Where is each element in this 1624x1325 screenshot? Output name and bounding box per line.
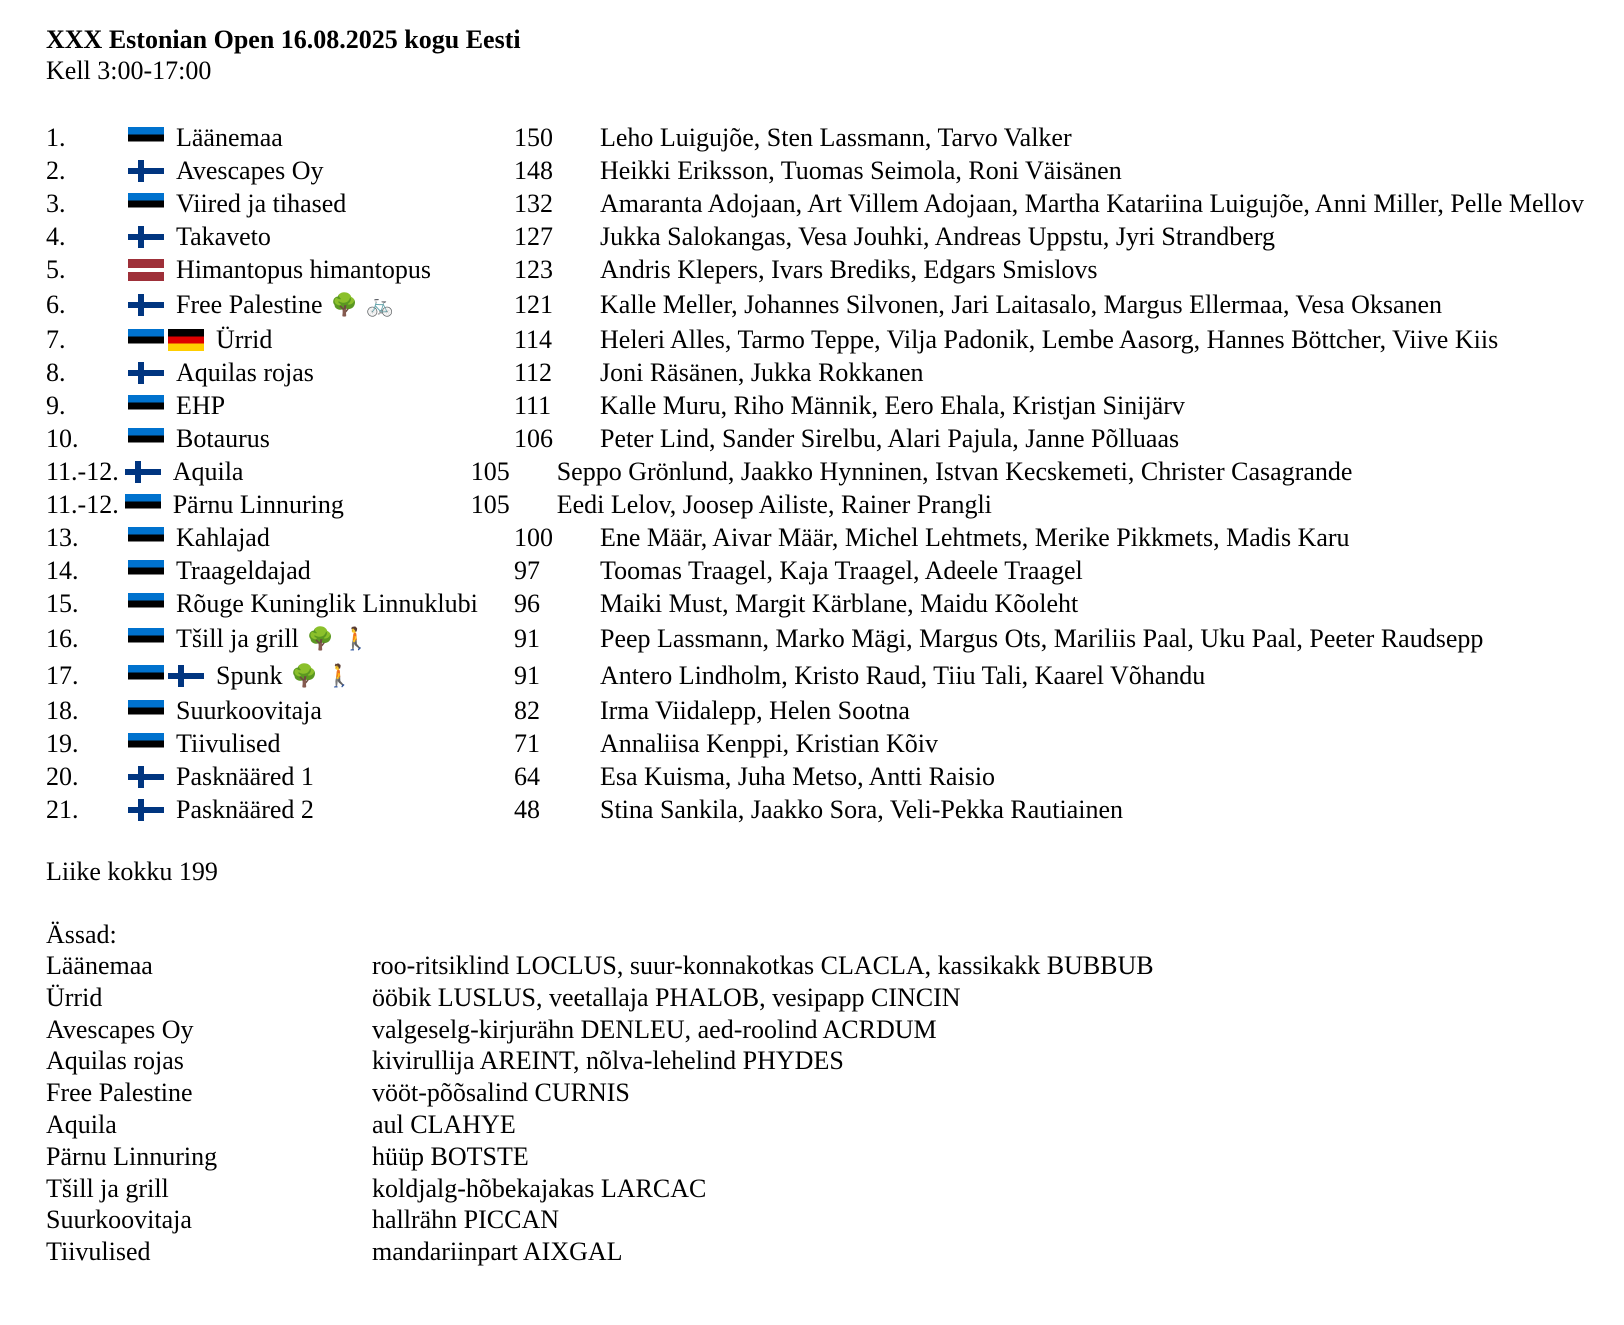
table-row: [46, 253, 1624, 286]
team-name: Traageldajad: [176, 556, 311, 585]
members-cell: Antero Lindholm, Kristo Raud, Tiiu Tali, Kaarel Võhandu: [600, 661, 1206, 690]
ace-row: [46, 1109, 1624, 1141]
score-cell: 114: [514, 325, 553, 354]
team-cell: [128, 391, 514, 420]
table-row: [46, 455, 1624, 488]
rank-label: 18.: [46, 696, 79, 725]
team-name: Avescapes Oy: [176, 156, 324, 185]
flag-group: [128, 193, 168, 215]
rank-cell: [46, 358, 128, 387]
tree-icon: 🌳: [330, 291, 358, 317]
ace-team: Avescapes Oy: [46, 1014, 194, 1044]
rank-label: 15.: [46, 589, 79, 618]
flag-ee-icon: [128, 193, 164, 215]
ace-birds: hüüp BOTSTE: [372, 1141, 529, 1171]
aces-table: [46, 950, 1624, 1268]
team-cell: [128, 222, 514, 251]
ace-team: Suurkoovitaja: [46, 1205, 192, 1235]
team-name: Tiivulised: [176, 729, 281, 758]
flag-group: [128, 395, 168, 417]
members-cell: Annaliisa Kenppi, Kristian Kõiv: [600, 729, 938, 758]
flag-fi-icon: [128, 160, 164, 182]
results-table: [46, 121, 1624, 826]
rank-cell: [46, 424, 128, 453]
team-name: Botaurus: [176, 424, 270, 453]
members-cell: Stina Sankila, Jaakko Sora, Veli-Pekka Rautiainen: [600, 795, 1124, 824]
rank-label: 11.-12.: [46, 457, 119, 486]
flag-group: [128, 362, 168, 384]
members-cell: Joni Räsänen, Jukka Rokkanen: [600, 358, 924, 387]
team-cell: [128, 325, 514, 354]
flag-group: [128, 700, 168, 722]
rank-cell: [46, 589, 128, 618]
flag-fi-icon: [128, 799, 164, 821]
team-name: Spunk: [216, 661, 283, 690]
team-cell: [128, 424, 514, 453]
table-row: [46, 488, 1624, 521]
team-cell: [128, 795, 514, 824]
rank-cell: [46, 290, 128, 319]
team-cell: [128, 556, 514, 585]
flag-group: [128, 766, 168, 788]
flag-fi-icon: [125, 461, 161, 483]
team-cell: [128, 589, 514, 618]
rank-cell: [46, 457, 119, 486]
rank-cell: [46, 795, 128, 824]
flag-group: [128, 628, 168, 650]
rank-label: 9.: [46, 391, 66, 420]
total-species: Liike kokku 199: [46, 857, 218, 886]
ace-row: [46, 1077, 1624, 1109]
rank-label: 21.: [46, 795, 79, 824]
flag-ee-icon: [125, 494, 161, 516]
flag-ee-icon: [128, 428, 164, 450]
rank-cell: [46, 255, 128, 284]
flag-ee-icon: [128, 127, 164, 149]
team-name: Tšill ja grill: [176, 624, 299, 653]
members-cell: Leho Luigujõe, Sten Lassmann, Tarvo Valker: [600, 123, 1072, 152]
flag-ee-icon: [128, 628, 164, 650]
ace-team: Aquilas rojas: [46, 1046, 184, 1076]
score-cell: 111: [514, 391, 552, 420]
members-cell: Irma Viidalepp, Helen Sootna: [600, 696, 910, 725]
table-row: [46, 389, 1624, 422]
table-row: [46, 422, 1624, 455]
flag-group: [128, 329, 208, 351]
team-cell: [128, 729, 514, 758]
flag-ee-icon: [128, 733, 164, 755]
ace-birds: valgeselg-kirjurähn DENLEU, aed-roolind ACRDUM: [372, 1014, 937, 1044]
rank-label: 8.: [46, 358, 66, 387]
rank-label: 7.: [46, 325, 66, 354]
team-name: Rõuge Kuninglik Linnuklubi: [176, 589, 478, 618]
score-cell: 71: [514, 729, 540, 758]
team-name: Aquilas rojas: [176, 358, 314, 387]
rank-cell: [46, 490, 119, 519]
table-row: [46, 554, 1624, 587]
bicycle-icon: 🚲: [365, 291, 394, 317]
ace-row: [46, 1014, 1624, 1046]
ace-birds: vööt-põõsalind CURNIS: [372, 1078, 630, 1108]
ace-birds: ööbik LUSLUS, veetallaja PHALOB, vesipapp CINCIN: [372, 982, 961, 1012]
score-cell: 112: [514, 358, 553, 387]
score-cell: 123: [514, 255, 553, 284]
rank-label: 4.: [46, 222, 66, 251]
rank-cell: [46, 696, 128, 725]
flag-fi-icon: [168, 665, 204, 687]
flag-group: [125, 461, 165, 483]
table-row: [46, 154, 1624, 187]
rank-cell: [46, 123, 128, 152]
score-cell: 106: [514, 424, 553, 453]
team-name: Takaveto: [176, 222, 271, 251]
ace-row: [46, 1204, 1624, 1236]
members-cell: Peter Lind, Sander Sirelbu, Alari Pajula, Janne Põlluaas: [600, 424, 1180, 453]
ace-row: [46, 982, 1624, 1014]
flag-group: [128, 733, 168, 755]
team-cell: [128, 156, 514, 185]
rank-cell: [46, 624, 128, 653]
walker-icon: 🚶: [325, 662, 354, 688]
team-cell: [128, 661, 514, 690]
rank-label: 3.: [46, 189, 66, 218]
team-cell: [125, 457, 471, 486]
table-row: [46, 793, 1624, 826]
tree-icon: 🌳: [306, 625, 335, 651]
flag-fi-icon: [128, 766, 164, 788]
ace-team: Tšill ja grill: [46, 1173, 169, 1203]
rank-cell: [46, 762, 128, 791]
flag-group: [128, 294, 168, 316]
members-cell: Seppo Grönlund, Jaakko Hynninen, Istvan Kecskemeti, Christer Casagrande: [556, 457, 1353, 486]
team-cell: [128, 624, 514, 653]
score-cell: 105: [470, 490, 510, 519]
team-name: Pärnu Linnuring: [172, 490, 344, 519]
table-row: [46, 657, 1624, 694]
rank-label: 1.: [46, 123, 66, 152]
ace-team: Ürrid: [46, 982, 103, 1012]
rank-label: 20.: [46, 762, 79, 791]
aces-heading: Ässad:: [46, 920, 117, 949]
table-row: [46, 187, 1624, 220]
ace-birds: koldjalg-hõbekajakas LARCAC: [372, 1173, 707, 1203]
rank-label: 17.: [46, 661, 79, 690]
score-cell: 48: [514, 795, 540, 824]
score-cell: 150: [514, 123, 553, 152]
table-row: [46, 323, 1624, 356]
flag-fi-icon: [128, 362, 164, 384]
team-cell: [128, 255, 514, 284]
score-cell: 96: [514, 589, 540, 618]
members-cell: Amaranta Adojaan, Art Villem Adojaan, Martha Katariina Luigujõe, Anni Miller, Pelle Mellov: [600, 189, 1584, 218]
table-row: [46, 521, 1624, 554]
score-cell: 105: [470, 457, 510, 486]
flag-group: [128, 226, 168, 248]
team-cell: [128, 290, 514, 319]
team-name: Pasknääred 1: [176, 762, 314, 791]
table-row: [46, 587, 1624, 620]
members-cell: Kalle Muru, Riho Männik, Eero Ehala, Kristjan Sinijärv: [600, 391, 1185, 420]
table-row: [46, 727, 1624, 760]
rank-label: 19.: [46, 729, 79, 758]
rank-label: 5.: [46, 255, 66, 284]
flag-group: [128, 665, 208, 687]
ace-row: [46, 950, 1624, 982]
score-cell: 127: [514, 222, 553, 251]
table-row: [46, 694, 1624, 727]
rank-cell: [46, 729, 128, 758]
members-cell: Jukka Salokangas, Vesa Jouhki, Andreas Uppstu, Jyri Strandberg: [600, 222, 1275, 251]
flag-group: [128, 259, 168, 281]
ace-row: [46, 1173, 1624, 1205]
rank-label: 16.: [46, 624, 79, 653]
score-cell: 91: [514, 661, 540, 690]
table-row: [46, 121, 1624, 154]
score-cell: 97: [514, 556, 540, 585]
rank-label: 14.: [46, 556, 79, 585]
table-row: [46, 356, 1624, 389]
flag-group: [128, 593, 168, 615]
team-name: Aquila: [172, 457, 244, 486]
ace-team: Free Palestine: [46, 1078, 193, 1108]
rank-label: 11.-12.: [46, 490, 119, 519]
rank-label: 10.: [46, 424, 79, 453]
flag-group: [128, 428, 168, 450]
team-cell: [128, 523, 514, 552]
ace-row: [46, 1045, 1624, 1077]
team-name: Suurkoovitaja: [176, 696, 322, 725]
team-cell: [125, 490, 471, 519]
members-cell: Andris Klepers, Ivars Brediks, Edgars Smislovs: [600, 255, 1098, 284]
table-row: [46, 620, 1624, 657]
page-title: XXX Estonian Open 16.08.2025 kogu Eesti: [46, 25, 521, 54]
flag-group: [128, 527, 168, 549]
table-row: [46, 286, 1624, 323]
rank-label: 6.: [46, 290, 66, 319]
flag-de-icon: [168, 329, 204, 351]
flag-ee-icon: [128, 560, 164, 582]
ace-team: Aquila: [46, 1109, 117, 1139]
members-cell: Eedi Lelov, Joosep Ailiste, Rainer Prangli: [556, 490, 992, 519]
score-cell: 148: [514, 156, 553, 185]
rank-cell: [46, 222, 128, 251]
rank-cell: [46, 556, 128, 585]
flag-ee-icon: [128, 700, 164, 722]
ace-team: Tiivulised: [46, 1237, 151, 1267]
team-name: Läänemaa: [176, 123, 283, 152]
team-name: EHP: [176, 391, 226, 420]
members-cell: Kalle Meller, Johannes Silvonen, Jari Laitasalo, Margus Ellermaa, Vesa Oksanen: [600, 290, 1443, 319]
members-cell: Ene Määr, Aivar Määr, Michel Lehtmets, Merike Pikkmets, Madis Karu: [600, 523, 1350, 552]
members-cell: Heikki Eriksson, Tuomas Seimola, Roni Väisänen: [600, 156, 1122, 185]
flag-fi-icon: [128, 294, 164, 316]
rank-label: 13.: [46, 523, 79, 552]
ace-birds: roo-ritsiklind LOCLUS, suur-konnakotkas CLACLA, kassikakk BUBBUB: [372, 951, 1154, 980]
team-cell: [128, 189, 514, 218]
flag-ee-icon: [128, 395, 164, 417]
rank-label: 2.: [46, 156, 66, 185]
ace-birds: hallrähn PICCAN: [372, 1205, 560, 1235]
team-name: Ürrid: [216, 325, 273, 354]
members-cell: Toomas Traagel, Kaja Traagel, Adeele Traagel: [600, 556, 1083, 585]
flag-group: [125, 494, 165, 516]
table-row: [46, 760, 1624, 793]
flag-ee-icon: [128, 329, 164, 351]
walker-icon: 🚶: [342, 625, 370, 651]
members-cell: Maiki Must, Margit Kärblane, Maidu Kõoleht: [600, 589, 1079, 618]
rank-cell: [46, 661, 128, 690]
score-cell: 91: [514, 624, 540, 653]
rank-cell: [46, 325, 128, 354]
score-cell: 100: [514, 523, 553, 552]
flag-ee-icon: [128, 593, 164, 615]
flag-lv-icon: [128, 259, 164, 281]
ace-birds: aul CLAHYE: [372, 1109, 516, 1139]
ace-row: [46, 1141, 1624, 1173]
score-cell: 132: [514, 189, 553, 218]
rank-cell: [46, 391, 128, 420]
score-cell: 64: [514, 762, 540, 791]
ace-team: Läänemaa: [46, 951, 153, 980]
team-name: Himantopus himantopus: [176, 255, 431, 284]
team-cell: [128, 123, 514, 152]
team-cell: [128, 358, 514, 387]
ace-row: [46, 1236, 1624, 1268]
ace-birds: mandariinpart AIXGAL: [372, 1237, 623, 1267]
flag-group: [128, 160, 168, 182]
flag-fi-icon: [128, 226, 164, 248]
members-cell: Peep Lassmann, Marko Mägi, Margus Ots, Mariliis Paal, Uku Paal, Peeter Raudsepp: [600, 624, 1484, 653]
ace-team: Pärnu Linnuring: [46, 1141, 218, 1171]
team-cell: [128, 696, 514, 725]
team-name: Viired ja tihased: [176, 189, 347, 218]
rank-cell: [46, 189, 128, 218]
rank-cell: [46, 523, 128, 552]
score-cell: 82: [514, 696, 540, 725]
tree-icon: 🌳: [290, 662, 318, 688]
team-cell: [128, 762, 514, 791]
rank-cell: [46, 156, 128, 185]
flag-group: [128, 560, 168, 582]
team-name: Pasknääred 2: [176, 795, 314, 824]
members-cell: Heleri Alles, Tarmo Teppe, Vilja Padonik, Lembe Aasorg, Hannes Böttcher, Viive Kiis: [600, 325, 1499, 354]
team-name: Kahlajad: [176, 523, 270, 552]
flag-ee-icon: [128, 665, 164, 687]
team-name: Free Palestine: [176, 290, 323, 319]
flag-group: [128, 799, 168, 821]
flag-group: [128, 127, 168, 149]
table-row: [46, 220, 1624, 253]
flag-ee-icon: [128, 527, 164, 549]
ace-birds: kivirullija AREINT, nõlva-lehelind PHYDES: [372, 1046, 844, 1076]
score-cell: 121: [514, 290, 553, 319]
members-cell: Esa Kuisma, Juha Metso, Antti Raisio: [600, 762, 996, 791]
event-time: Kell 3:00-17:00: [46, 56, 212, 85]
